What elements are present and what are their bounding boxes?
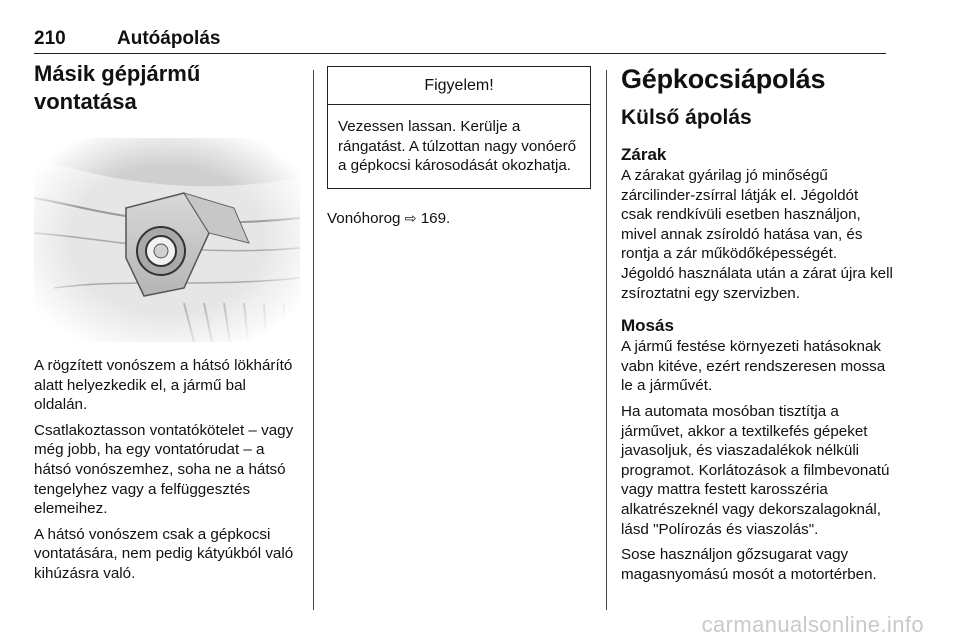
exterior-care-heading: Külső ápolás xyxy=(621,106,752,129)
towing-eye-illustration xyxy=(34,138,300,342)
washing-heading: Mosás xyxy=(621,316,674,336)
towing-heading: Másik gépjármű vontatása xyxy=(34,61,201,114)
column-divider-1 xyxy=(313,70,314,610)
washing-paragraph-1: A jármű festése környezeti hatásoknak vabn kitéve, ezért rendszeresen mossa le a járművét. xyxy=(621,338,886,395)
left-paragraph-3: A hátsó vonószem csak a gépkocsi vontatására, nem pedig kátyúkból való kihúzásra való. xyxy=(34,525,294,582)
left-paragraph-1: A rögzített vonószem a hátsó lökhárító alatt helyezkedik el, a jármű bal oldalán. xyxy=(34,357,293,414)
reference-label: Vonóhorog xyxy=(327,209,401,227)
warning-box xyxy=(327,66,591,189)
reference-page: 169. xyxy=(420,209,451,227)
cross-reference xyxy=(327,209,591,229)
right-column xyxy=(621,62,893,584)
left-column xyxy=(34,60,302,584)
towing-eye-drawing xyxy=(34,138,300,342)
column-divider-2 xyxy=(606,70,607,610)
locks-paragraph: A zárakat gyárilag jó minőségű zárcilinder-zsírral látják el. Jégoldót csak rendkívüli esetben használjon, mivel annak zsíroldó hatása van, és rontja a zár működőképességét. Jégoldó használata után a zárat újra kell zsíroztatni egy szervizben. xyxy=(621,167,893,302)
washing-paragraph-2: Ha automata mosóban tisztítja a járművet, akkor a textilkefés gépeket javasoljuk, és viaszadalékok nélküli programot. Korlátozások a filmbevonatú vagy mattra festett karosszéria alkatrészeknél vagy dekorszalagoknál, lásd "Polírozás és viaszolás". xyxy=(621,402,890,538)
care-title: Gépkocsiápolás xyxy=(621,64,826,94)
warning-text: Vezessen lassan. Kerülje a rángatást. A túlzottan nagy vonóerő a gépkocsi károsodását okozhatja. xyxy=(338,118,577,175)
warning-title: Figyelem! xyxy=(328,67,590,105)
chapter-title: Autóápolás xyxy=(117,28,221,49)
page-number: 210 xyxy=(34,28,66,49)
locks-heading: Zárak xyxy=(621,145,667,164)
left-paragraph-2: Csatlakoztasson vontatókötelet – vagy még jobb, ha egy vontatórudat – a hátsó vonószemhez, soha ne a hátsó tengelyhez vagy a felfüggesztés elemeihez. xyxy=(34,421,294,518)
page-arrow-icon: ⇨ xyxy=(404,209,417,226)
middle-column xyxy=(327,66,591,228)
washing-paragraph-3: Sose használjon gőzsugarat vagy magasnyomású mosót a motortérben. xyxy=(621,546,877,583)
page-header xyxy=(34,26,886,54)
watermark: carmanualsonline.info xyxy=(701,612,924,637)
